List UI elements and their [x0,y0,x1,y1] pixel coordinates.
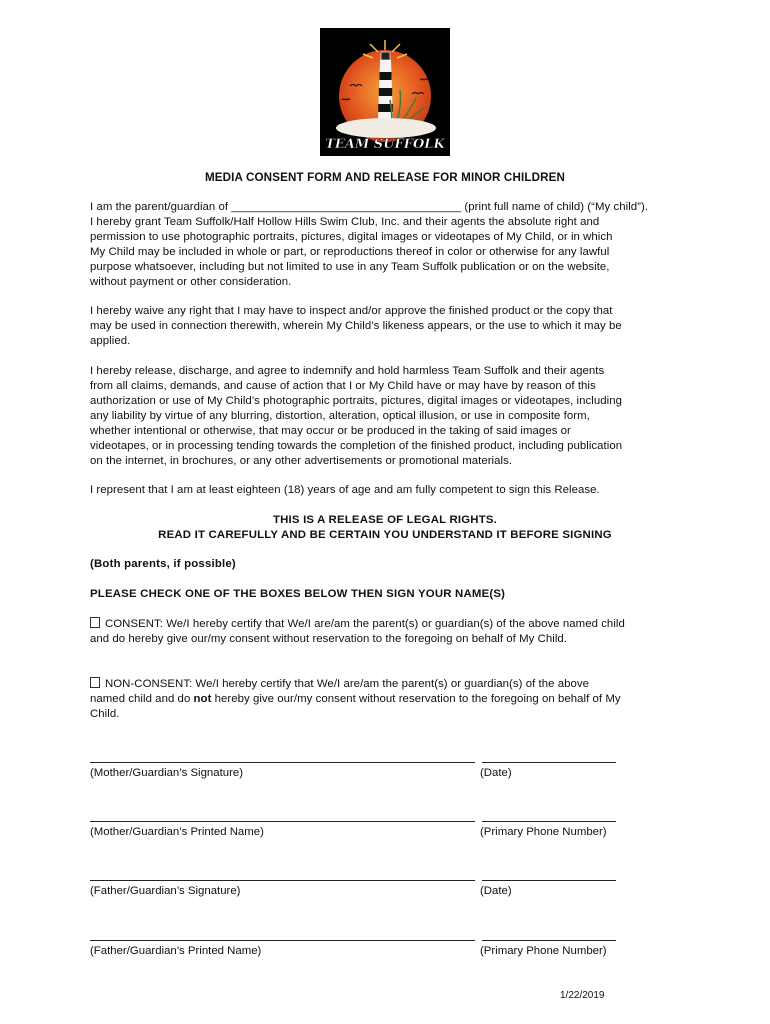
father-signature-row [90,874,630,900]
text-line: I hereby release, discharge, and agree to indemnify and hold harmless Team Suffolk and their agents [90,365,605,377]
paragraph-release [90,364,680,469]
notice-line-2: READ IT CAREFULLY AND BE CERTAIN YOU UNDERSTAND IT BEFORE SIGNING [158,529,612,541]
mother-phone-field[interactable] [482,815,616,822]
father-printed-name-label: (Father/Guardian’s Printed Name) [90,945,262,957]
father-name-row [90,934,630,960]
non-consent-text-pre: named child and do [90,693,194,705]
mother-signature-field[interactable] [90,756,475,763]
non-consent-text-not: not [193,693,212,705]
revision-date: 1/22/2019 [560,990,605,1001]
text-line: any liability by virtue of any blurring, distortion, alteration, optical illusion, or use in composite form, [90,410,590,422]
text-line: I am the parent/guardian of ____________________________________ (print full name of child) (“My child”). [90,201,649,213]
text-line: videotapes, or in processing tending towards the completion of the finished product, including publication [90,440,623,452]
consent-checkbox[interactable] [90,617,100,628]
mother-name-row [90,815,630,841]
mother-printed-name-label: (Mother/Guardian’s Printed Name) [90,826,264,838]
text-line: I hereby waive any right that I may have to inspect and/or approve the finished product or the copy that [90,305,613,317]
text-line: I hereby grant Team Suffolk/Half Hollow Hills Swim Club, Inc. and their agents the absolute right and [90,216,600,228]
non-consent-text-post: hereby give our/my consent without reservation to the foregoing on behalf of My [211,693,621,705]
mother-date-field[interactable] [482,756,616,763]
consent-text-line-1: CONSENT: We/I hereby certify that We/I are/am the parent(s) or guardian(s) of the above named child [105,618,625,630]
text-line: on the internet, in brochures, or any other advertisements or promotional materials. [90,455,513,467]
notice-line-1: THIS IS A RELEASE OF LEGAL RIGHTS. [272,514,498,526]
team-suffolk-logo [320,28,450,156]
non-consent-text-line-3: Child. [90,708,120,720]
mother-signature-label: (Mother/Guardian’s Signature) [90,767,244,779]
text-line: whether intentional or otherwise, that may occur or be produced in the taking of said images or [90,425,571,437]
mother-date-label: (Date) [480,767,512,779]
mother-signature-row [90,756,630,782]
text-line: authorization or use of My Child’s photographic portraits, pictures, digital images or videotapes, including [90,395,622,407]
father-date-label: (Date) [480,885,512,897]
non-consent-option [90,677,680,722]
mother-printed-name-field[interactable] [90,815,475,822]
consent-option [90,617,680,647]
both-parents-note: (Both parents, if possible) [90,558,236,570]
consent-text-line-2: and do hereby give our/my consent without reservation to the foregoing on behalf of My Child. [90,633,568,645]
check-instruction: PLEASE CHECK ONE OF THE BOXES BELOW THEN SIGN YOUR NAME(S) [90,588,506,600]
paragraph-grant [90,200,680,290]
text-line: purpose whatsoever, including but not limited to use in any Team Suffolk publication or on the website, [90,261,610,273]
father-signature-label: (Father/Guardian’s Signature) [90,885,241,897]
paragraph-age: I represent that I am at least eighteen (18) years of age and am fully competent to sign this Release. [90,484,600,496]
logo-text: TEAM SUFFOLK [325,137,445,152]
text-line: permission to use photographic portraits, pictures, digital images or videotapes of My Child, or in which [90,231,613,243]
mother-phone-label: (Primary Phone Number) [480,826,607,838]
lighthouse-logo-icon [320,28,450,156]
text-line: without payment or other consideration. [90,276,292,288]
father-signature-field[interactable] [90,874,475,881]
text-line: applied. [90,335,131,347]
text-line: My Child may be included in whole or part, or reproductions thereof in color or otherwise for any lawful [90,246,610,258]
father-printed-name-field[interactable] [90,934,475,941]
father-phone-field[interactable] [482,934,616,941]
non-consent-checkbox[interactable] [90,677,100,688]
father-phone-label: (Primary Phone Number) [480,945,607,957]
text-line: from all claims, demands, and cause of action that I or My Child have or may have by reason of this [90,380,596,392]
form-title: MEDIA CONSENT FORM AND RELEASE FOR MINOR CHILDREN [204,171,566,184]
non-consent-text-line-1: NON-CONSENT: We/I hereby certify that We/I are/am the parent(s) or guardian(s) of the above [105,678,589,690]
text-line: may be used in connection therewith, wherein My Child’s likeness appears, or the use to which it may be [90,320,622,332]
paragraph-waiver [90,304,680,349]
father-date-field[interactable] [482,874,616,881]
